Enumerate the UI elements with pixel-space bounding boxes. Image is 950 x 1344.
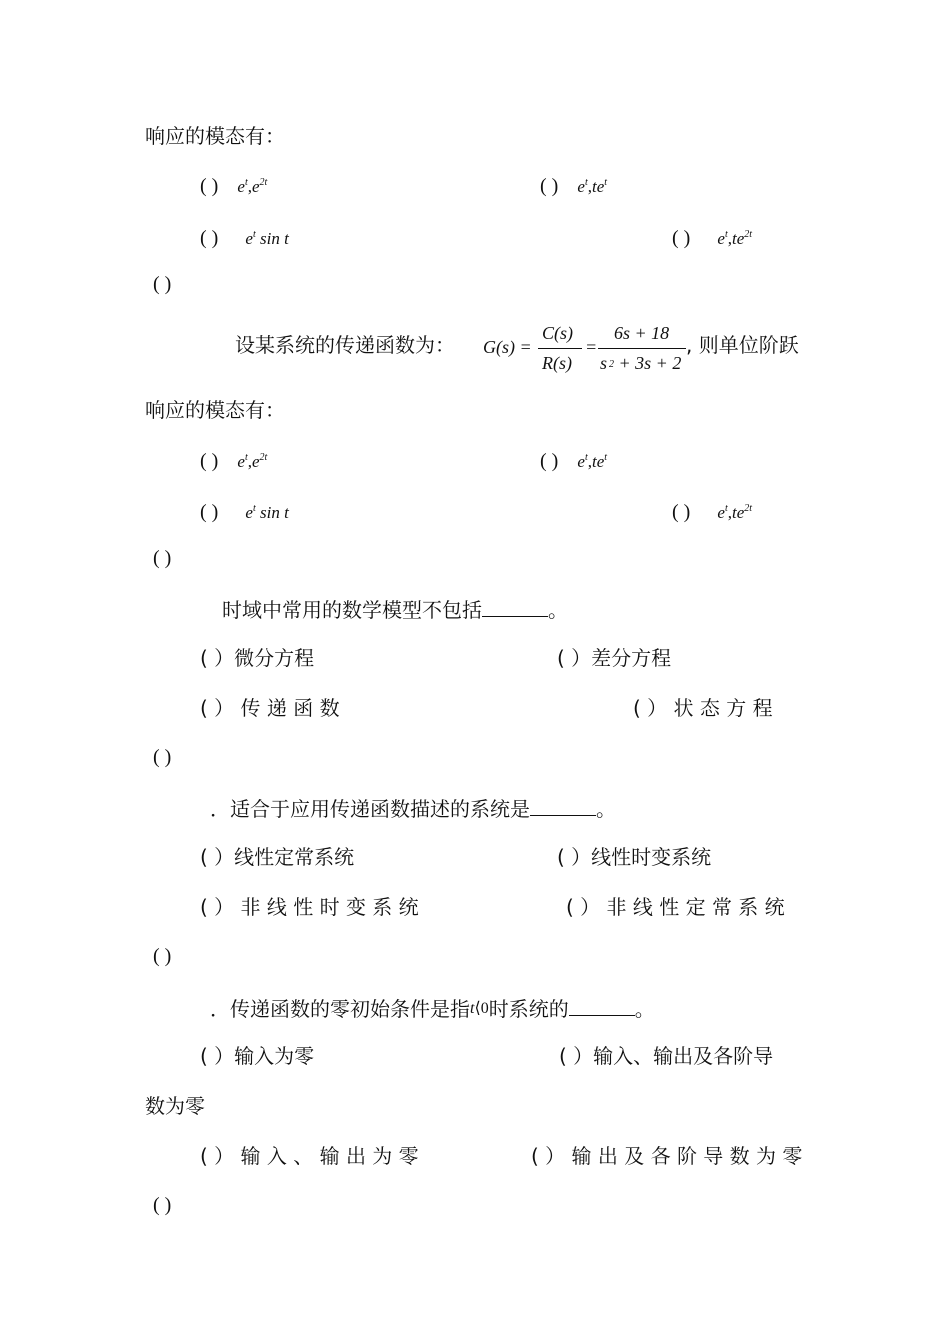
q2-option-a: ( ）微分方程 xyxy=(200,646,315,670)
q1-stem-tail: , 则单位阶跃 xyxy=(686,333,799,357)
q2-stem: 时域中常用的数学模型不包括 。 xyxy=(222,598,568,622)
q1-option-a: ( ) $e^t,e^{2t}$ xyxy=(200,450,268,472)
q1-stem-tail-2: 响应的模态有： xyxy=(145,398,285,422)
q3-stem: ．适合于应用传递函数描述的系统是 。 xyxy=(210,797,616,821)
q4-option-c: ( ） 输 入 、 输 出 为 零 xyxy=(200,1144,419,1168)
q1-fraction-1: C(s) R(s) xyxy=(538,324,582,374)
q2-answer-bracket: ( ) xyxy=(153,746,172,768)
q4-option-b: ( ）输入、输出及各阶导 xyxy=(559,1044,774,1068)
q2-blank[interactable] xyxy=(482,598,548,617)
q3-option-d: ( ） 非 线 性 定 常 系 统 xyxy=(566,895,785,919)
q1-option-b: ( ) $e^t,te^t$ xyxy=(540,450,608,472)
q1-fraction-2: 6s + 18 s 2 + 3s + 2 xyxy=(598,324,686,374)
q3-option-b: ( ）线性时变系统 xyxy=(557,845,712,869)
q-prev-option-b: ( ) $e^t,te^t$ xyxy=(540,175,608,197)
q4-answer-bracket: ( ) xyxy=(153,1194,172,1216)
q-prev-stem-tail: 响应的模态有： xyxy=(145,124,285,148)
q1-answer-bracket: ( ) xyxy=(153,547,172,569)
q2-option-b: ( ）差分方程 xyxy=(557,646,672,670)
q4-option-b-continued: 数为零 xyxy=(145,1094,205,1118)
q4-option-a: ( ）输入为零 xyxy=(200,1044,315,1068)
q2-option-d: ( ） 状 态 方 程 xyxy=(633,696,773,720)
q3-option-a: ( ）线性定常系统 xyxy=(200,845,355,869)
q4-stem: ．传递函数的零初始条件是指t⟨0时系统的 。 xyxy=(210,997,655,1021)
q-prev-answer-bracket: ( ) xyxy=(153,273,172,295)
q1-stem-head: 设某系统的传递函数为： xyxy=(235,333,455,357)
q1-formula-lhs: G(s) = xyxy=(483,337,532,357)
q3-option-c: ( ） 非 线 性 时 变 系 统 xyxy=(200,895,419,919)
q3-blank[interactable] xyxy=(530,797,596,816)
q1-formula-eq: = xyxy=(585,337,598,357)
q1-option-c: ( ) $e^t$ sin t xyxy=(200,501,289,523)
q-prev-option-d: ( ) $e^t,te^{2t}$ xyxy=(672,227,753,249)
q4-option-d: ( ） 输 出 及 各 阶 导 数 为 零 xyxy=(531,1144,803,1168)
q1-option-d: ( ) $e^t,te^{2t}$ xyxy=(672,501,753,523)
q-prev-option-a: ( ) $e^t,e^{2t}$ xyxy=(200,175,268,197)
q-prev-option-c: ( ) $e^t$ sin t xyxy=(200,227,289,249)
q3-answer-bracket: ( ) xyxy=(153,945,172,967)
q2-option-c: ( ） 传 递 函 数 xyxy=(200,696,340,720)
q4-blank[interactable] xyxy=(569,997,635,1016)
